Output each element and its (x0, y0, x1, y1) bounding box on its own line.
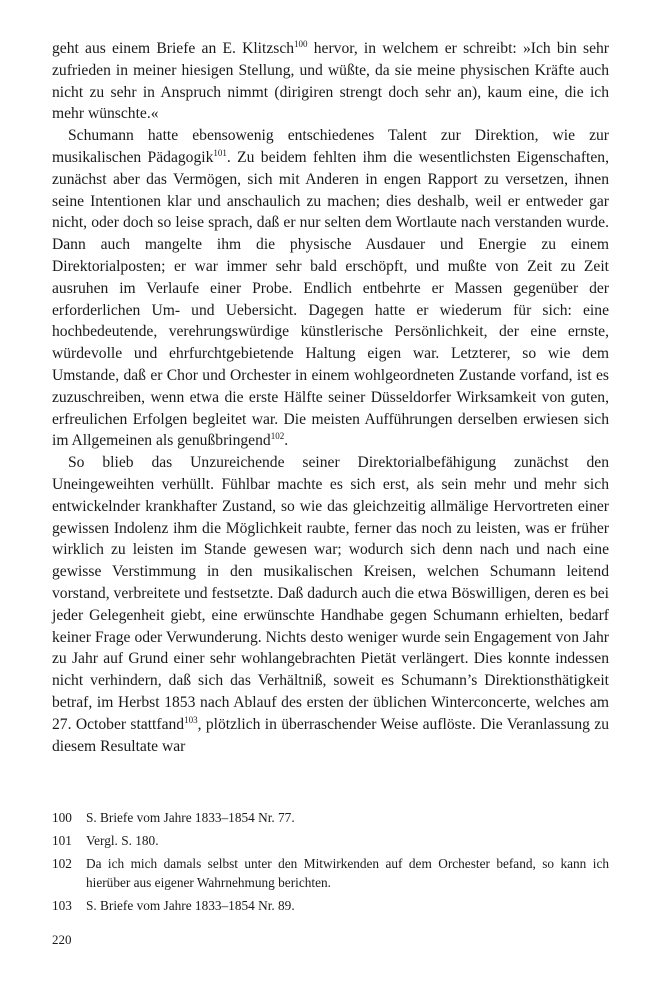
p1-text-b: hervor, in welchem er schreibt: »Ich bin sehr zufrieden in meiner hiesigen Stellung, und wüßte, da sie meine physischen Kräfte auch nicht zu sehr in Anspruch nimmt (dirigiren strengt doch sehr an), kaum eine, die ich mehr wünschte.« (52, 40, 609, 123)
footnote-101 (52, 831, 609, 850)
paragraph-2 (52, 125, 609, 452)
p2-text-c: . (284, 432, 289, 450)
footnote-ref-102[interactable]: 102 (270, 431, 285, 442)
paragraph-1 (52, 38, 609, 125)
footnote-text: Vergl. S. 180. (86, 833, 159, 848)
p1-text-a: geht aus einem Briefe an E. Klitzsch (52, 40, 295, 57)
footnote-ref-101[interactable]: 101 (213, 147, 227, 158)
footnote-number: 100 (52, 810, 72, 825)
footnote-100 (52, 808, 609, 827)
footnotes (52, 808, 609, 919)
footnote-text: Da ich mich damals selbst unter den Mitwirkenden auf dem Orchester befand, so kann ich hierüber aus eigener Wahrnehmung berichten. (86, 856, 609, 890)
main-text (52, 38, 609, 757)
paragraph-3 (52, 452, 609, 757)
page-number: 220 (52, 932, 72, 947)
p2-text-a: Schumann hatte ebensowenig entschiedenes Talent zur Direktion, wie zur musikalischen Pädagogik (52, 127, 609, 166)
footnote-ref-100[interactable]: 100 (294, 39, 308, 49)
p2-text-b: . Zu beidem fehlten ihm die wesentlichsten Eigenschaften, zunächst aber das Vermögen, sich mit Anderen in engen Rapport zu versetzen, ihnen seine Intentionen klar und anschaulich zu machen; dies deshalb, weil er entweder gar nicht, oder doch so leise sprach, daß er nur selten dem Wortlaute nach verstanden wurde. Dann auch mangelte ihm die physische Ausdauer und Energie zu einem Direktorialposten; er war immer sehr bald erschöpft, und mußte von Zeit zu Zeit ausruhen im Verlaufe einer Probe. Endlich entbehrte er Massen gegenüber der erforderlichen Um- und Uebersicht. Dagegen hatte er wiederum für sich: eine hochbedeutende, verehrungswürdige künstlerische Persönlichkeit, der eine ernste, würdevolle und ehrfurchtgebietende Haltung eigen war. Letzterer, so wie dem Umstande, daß er Chor und Orchester in einem wohlgeordneten Zustande vorfand, ist es zuzuschreiben, wenn etwa die erste Hälfte seiner Düsseldorfer Wirksamkeit von guten, erfreulichen Erfolgen begleitet war. Die meisten Aufführungen derselben erwiesen sich im Allgemeinen als genußbringend (52, 148, 609, 450)
footnote-number: 102 (52, 856, 72, 871)
footnote-number: 103 (52, 898, 72, 913)
p3-text-b: , plötzlich in überraschender Weise auflöste. Die Veranlassung zu diesem Resultate war (52, 715, 609, 755)
footnote-text: S. Briefe vom Jahre 1833–1854 Nr. 77. (86, 810, 295, 825)
footnote-102 (52, 854, 609, 892)
footnote-text: S. Briefe vom Jahre 1833–1854 Nr. 89. (86, 898, 295, 913)
footnote-ref-103[interactable]: 103 (184, 714, 198, 725)
footnote-number: 101 (52, 833, 72, 848)
p3-text-a: So blieb das Unzureichende seiner Direktorialbefähigung zunächst den Uneingeweihten verhüllt. Fühlbar machte es sich erst, als sein mehr und mehr sich entwickelnder krankhafter Zustand, so wie das gleichzeitig allmälige Hervortreten einer gewissen Indolenz ihm die Möglichkeit raubte, ferner das noch zu leisten, was er früher wirklich zu leisten im Stande gewesen war; wodurch sich denn nach und nach eine gewisse Verstimmung in den musikalischen Kreisen, welchen Schumann leitend vorstand, verbreitete und festsetzte. Daß dadurch auch die etwa Böswilligen, deren es bei jeder Gelegenheit giebt, eine erwünschte Handhabe gegen Schumann erhielten, bedarf keiner Frage oder Verwunderung. Nichts desto weniger wurde sein Engagement von Jahr zu Jahr auf Grund einer sehr wohlangebrachten Pietät verlängert. Dies konnte indessen nicht verhindern, daß sich das Verhältniß, soweit es Schumann’s Direktionsthätigkeit betraf, im Herbst 1853 nach Ablauf des ersten der üblichen Winterconcerte, welches am 27. October stattfand (52, 454, 609, 733)
footnote-103 (52, 896, 609, 915)
